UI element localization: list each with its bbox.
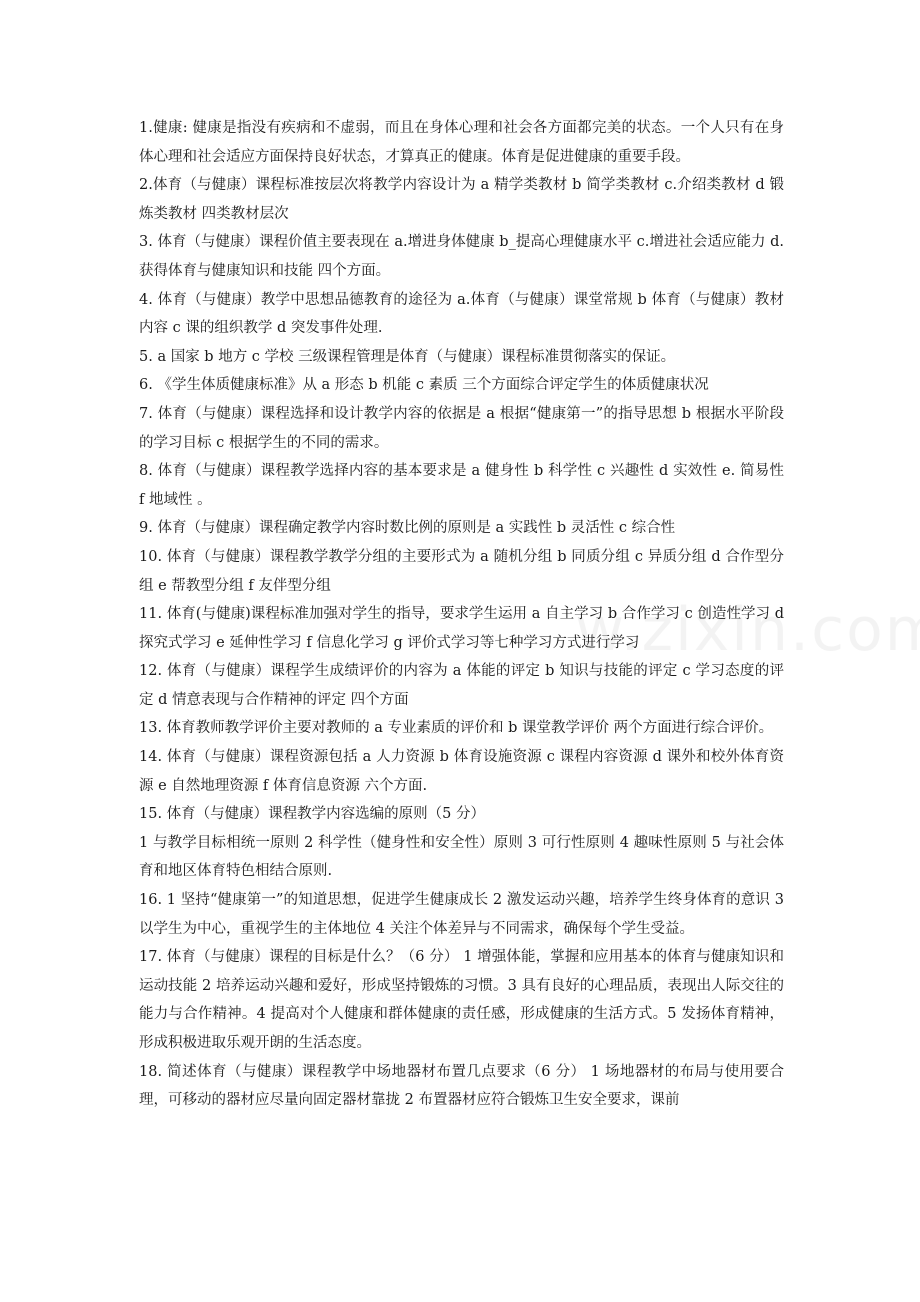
paragraph-6: 6. 《学生体质健康标准》从 a 形态 b 机能 c 素质 三个方面综合评定学生的体质健康状况 (139, 377, 709, 394)
paragraph-16: 16. 1 坚持“健康第一”的知道思想，促进学生健康成长 2 激发运动兴趣，培养学生终身体育的意识 3 以学生为中心，重视学生的主体地位 4 关注个体差异与不同需求，确保每个学生受益。 (139, 892, 784, 937)
paragraph-10: 10. 体育（与健康）课程教学教学分组的主要形式为 a 随机分组 b 同质分组 c 异质分组 d 合作型分组 e 帮教型分组 f 友伴型分组 (139, 548, 784, 594)
paragraph-17: 17. 体育（与健康）课程的目标是什么？（6 分） 1 增强体能，掌握和应用基本的体育与健康知识和运动技能 2 培养运动兴趣和爱好，形成坚持锻炼的习惯。3 具有良好的心理品质，表现出人际交往的能力与合作精神。4 提高对个人健康和群体健康的责任感，形成健康的生活方式。5 发扬体育精神，形成积极进取乐观开朗的生活态度。 (139, 949, 784, 1051)
paragraph-4: 4. 体育（与健康）教学中思想品德教育的途径为 a.体育（与健康）课堂常规 b 体育（与健康）教材内容 c 课的组织教学 d 突发事件处理. (139, 291, 784, 337)
paragraph-7: 7. 体育（与健康）课程选择和设计教学内容的依据是 a 根据“健康第一”的指导思想 b 根据水平阶段的学习目标 c 根据学生的不同的需求。 (139, 405, 784, 451)
paragraph-2: 2.体育（与健康）课程标准按层次将教学内容设计为 a 精学类教材 b 简学类教材 c.介绍类教材 d 锻炼类教材 四类教材层次 (139, 177, 784, 222)
paragraph-1: 1.健康: 健康是指没有疾病和不虚弱，而且在身体心理和社会各方面都完美的状态。一个人只有在身体心理和社会适应方面保持良好状态，才算真正的健康。体育是促进健康的重要手段。 (139, 120, 784, 165)
paragraph-3: 3. 体育（与健康）课程价值主要表现在 a.增进身体健康 b_提高心理健康水平 c.增进社会适应能力 d.获得体育与健康知识和技能 四个方面。 (139, 234, 784, 279)
document-body (139, 114, 784, 1115)
paragraph-15: 15. 体育（与健康）课程教学内容选编的原则（5 分） (139, 806, 486, 823)
paragraph-11: 11. 体育(与健康)课程标准加强对学生的指导，要求学生运用 a 自主学习 b 合作学习 c 创造性学习 d 探究式学习 e 延伸性学习 f 信息化学习 g 评价式学习等七种学习方式进行学习 (139, 606, 784, 651)
paragraph-5: 5. a 国家 b 地方 c 学校 三级课程管理是体育（与健康）课程标准贯彻落实的保证。 (139, 348, 676, 365)
paragraph-15-answer: 1 与教学目标相统一原则 2 科学性（健身性和安全性）原则 3 可行性原则 4 趣味性原则 5 与社会体育和地区体育特色相结合原则. (139, 834, 784, 880)
paragraph-8: 8. 体育（与健康）课程教学选择内容的基本要求是 a 健身性 b 科学性 c 兴趣性 d 实效性 e. 简易性 f 地域性 。 (139, 463, 784, 508)
paragraph-14: 14. 体育（与健康）课程资源包括 a 人力资源 b 体育设施资源 c 课程内容资源 d 课外和校外体育资源 e 自然地理资源 f 体育信息资源 六个方面. (139, 749, 784, 794)
paragraph-9: 9. 体育（与健康）课程确定教学内容时数比例的原则是 a 实践性 b 灵活性 c 综合性 (139, 520, 676, 537)
paragraph-18: 18. 简述体育（与健康）课程教学中场地器材布置几点要求（6 分） 1 场地器材的布局与使用要合理，可移动的器材应尽量向固定器材靠拢 2 布置器材应符合锻炼卫生安全要求，课前 (139, 1063, 784, 1109)
paragraph-12: 12. 体育（与健康）课程学生成绩评价的内容为 a 体能的评定 b 知识与技能的评定 c 学习态度的评定 d 情意表现与合作精神的评定 四个方面 (139, 663, 784, 708)
paragraph-13: 13. 体育教师教学评价主要对教师的 a 专业素质的评价和 b 课堂教学评价 两个方面进行综合评价。 (139, 720, 774, 737)
